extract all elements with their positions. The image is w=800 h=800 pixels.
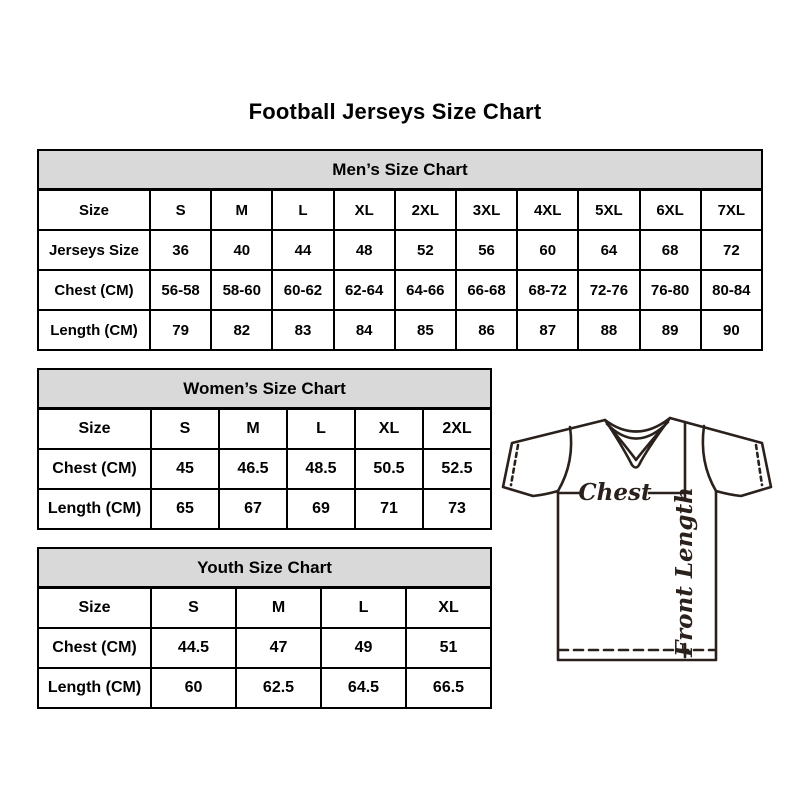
- table-cell: 36: [150, 230, 211, 270]
- youth-table-title: Youth Size Chart: [38, 548, 491, 588]
- table-cell: 82: [211, 310, 272, 350]
- table-title-row: [38, 548, 491, 588]
- table-cell: 60: [517, 230, 578, 270]
- table-header-row: [38, 190, 762, 231]
- table-cell: 65: [151, 489, 219, 529]
- table-cell: 76-80: [640, 270, 701, 310]
- table-cell: 87: [517, 310, 578, 350]
- row-header: Chest (CM): [38, 270, 150, 310]
- table-cell: 48.5: [287, 449, 355, 489]
- column-header: M: [236, 588, 321, 629]
- column-header: M: [219, 409, 287, 450]
- table-row: [38, 628, 491, 668]
- womens-size-table: [37, 368, 492, 530]
- mens-table-title: Men’s Size Chart: [38, 150, 762, 190]
- table-cell: 69: [287, 489, 355, 529]
- chest-label: Chest: [578, 479, 652, 506]
- jersey-measurement-diagram: [498, 396, 778, 688]
- column-header: XL: [334, 190, 395, 231]
- table-cell: 60: [151, 668, 236, 708]
- table-cell: 62.5: [236, 668, 321, 708]
- table-cell: 66-68: [456, 270, 517, 310]
- table-cell: 72-76: [578, 270, 639, 310]
- table-cell: 79: [150, 310, 211, 350]
- table-row: [38, 310, 762, 350]
- column-header: 7XL: [701, 190, 762, 231]
- table-header-row: [38, 409, 491, 450]
- table-row: [38, 270, 762, 310]
- table-cell: 52.5: [423, 449, 491, 489]
- table-cell: 47: [236, 628, 321, 668]
- column-header: 3XL: [456, 190, 517, 231]
- table-cell: 73: [423, 489, 491, 529]
- table-cell: 71: [355, 489, 423, 529]
- row-header: Length (CM): [38, 310, 150, 350]
- table-cell: 52: [395, 230, 456, 270]
- table-header-row: [38, 588, 491, 629]
- column-header: S: [151, 409, 219, 450]
- table-cell: 86: [456, 310, 517, 350]
- row-header: Size: [38, 409, 151, 450]
- table-cell: 46.5: [219, 449, 287, 489]
- column-header: S: [151, 588, 236, 629]
- row-header: Chest (CM): [38, 449, 151, 489]
- table-cell: 84: [334, 310, 395, 350]
- table-title-row: [38, 150, 762, 190]
- youth-size-table: [37, 547, 492, 709]
- column-header: 4XL: [517, 190, 578, 231]
- table-cell: 44: [272, 230, 333, 270]
- table-cell: 64-66: [395, 270, 456, 310]
- column-header: L: [272, 190, 333, 231]
- table-cell: 51: [406, 628, 491, 668]
- table-cell: 66.5: [406, 668, 491, 708]
- front-length-label: Front Length: [671, 487, 698, 657]
- row-header: Size: [38, 190, 150, 231]
- table-cell: 72: [701, 230, 762, 270]
- table-row: [38, 668, 491, 708]
- table-cell: 56: [456, 230, 517, 270]
- table-cell: 88: [578, 310, 639, 350]
- table-cell: 50.5: [355, 449, 423, 489]
- row-header: Size: [38, 588, 151, 629]
- table-row: [38, 449, 491, 489]
- table-cell: 49: [321, 628, 406, 668]
- row-header: Chest (CM): [38, 628, 151, 668]
- table-cell: 83: [272, 310, 333, 350]
- table-cell: 64.5: [321, 668, 406, 708]
- column-header: 2XL: [423, 409, 491, 450]
- table-cell: 40: [211, 230, 272, 270]
- table-cell: 68-72: [517, 270, 578, 310]
- row-header: Length (CM): [38, 668, 151, 708]
- row-header: Length (CM): [38, 489, 151, 529]
- column-header: L: [321, 588, 406, 629]
- jersey-outline: [503, 418, 771, 660]
- column-header: M: [211, 190, 272, 231]
- table-cell: 80-84: [701, 270, 762, 310]
- table-cell: 56-58: [150, 270, 211, 310]
- table-row: [38, 489, 491, 529]
- table-cell: 67: [219, 489, 287, 529]
- column-header: 2XL: [395, 190, 456, 231]
- column-header: S: [150, 190, 211, 231]
- row-header: Jerseys Size: [38, 230, 150, 270]
- table-cell: 68: [640, 230, 701, 270]
- column-header: 5XL: [578, 190, 639, 231]
- table-title-row: [38, 369, 491, 409]
- table-cell: 62-64: [334, 270, 395, 310]
- column-header: XL: [406, 588, 491, 629]
- page-title: Football Jerseys Size Chart: [248, 99, 542, 124]
- table-cell: 45: [151, 449, 219, 489]
- table-cell: 44.5: [151, 628, 236, 668]
- column-header: XL: [355, 409, 423, 450]
- table-row: [38, 230, 762, 270]
- table-cell: 85: [395, 310, 456, 350]
- table-cell: 48: [334, 230, 395, 270]
- column-header: L: [287, 409, 355, 450]
- table-cell: 58-60: [211, 270, 272, 310]
- womens-table-title: Women’s Size Chart: [38, 369, 491, 409]
- mens-size-table: [37, 149, 763, 351]
- table-cell: 60-62: [272, 270, 333, 310]
- table-cell: 89: [640, 310, 701, 350]
- table-cell: 90: [701, 310, 762, 350]
- table-cell: 64: [578, 230, 639, 270]
- column-header: 6XL: [640, 190, 701, 231]
